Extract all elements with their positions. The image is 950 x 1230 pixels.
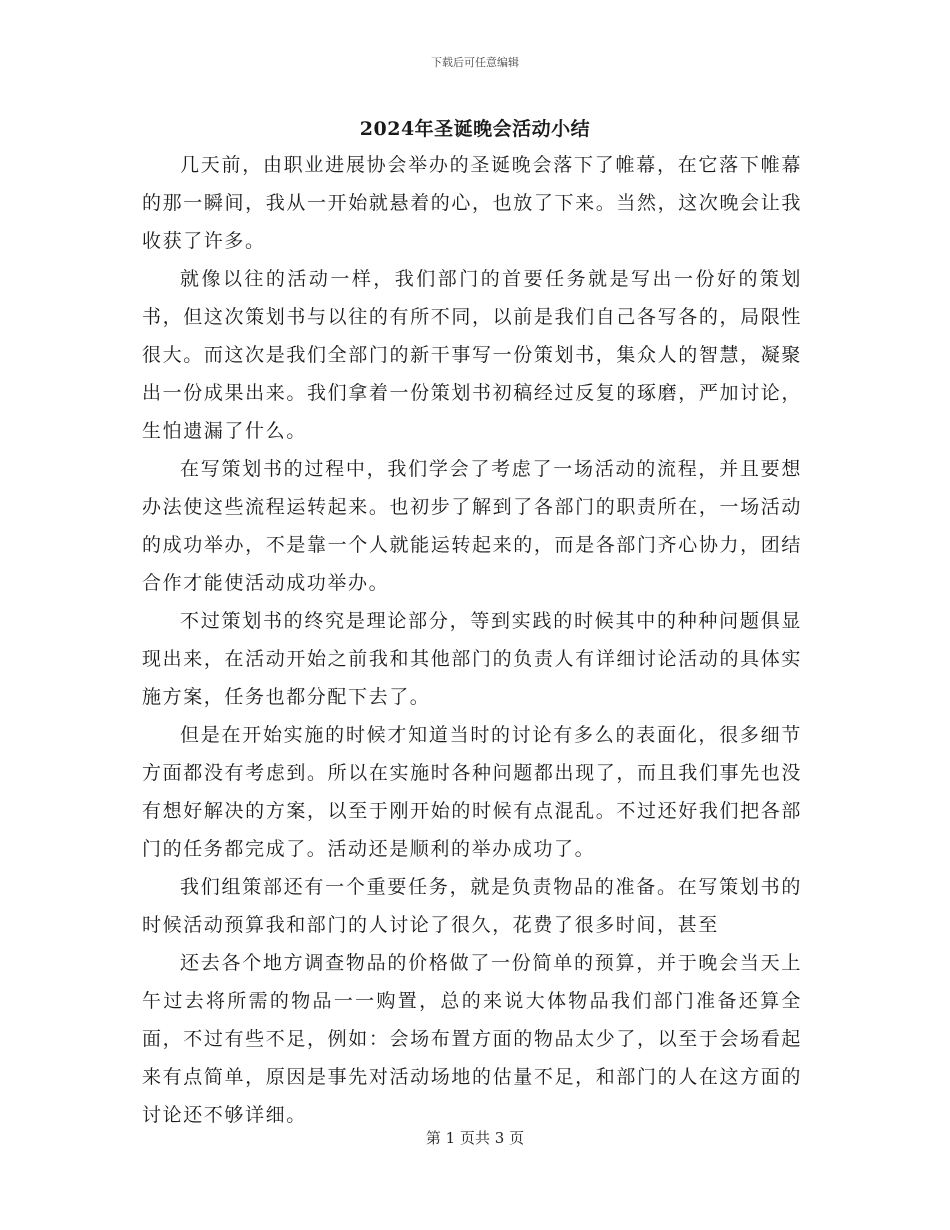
paragraph: 不过策划书的终究是理论部分，等到实践的时候其中的种种问题俱显现出来，在活动开始之前我和其他部门的负责人有详细讨论活动的具体实施方案，任务也都分配下去了。 — [142, 610, 802, 708]
page-header-note: 下载后可任意编辑 — [431, 56, 519, 69]
paragraph: 就像以往的活动一样，我们部门的首要任务就是写出一份好的策划书，但这次策划书与以往的有所不同，以前是我们自己各写各的，局限性很大。而这次是我们全部门的新干事写一份策划书，集众人的智慧，凝聚出一份成果出来。我们拿着一份策划书初稿经过反复的琢磨，严加讨论，生怕遗漏了什么。 — [142, 268, 802, 442]
paragraph: 在写策划书的过程中，我们学会了考虑了一场活动的流程，并且要想办法使这些流程运转起来。也初步了解到了各部门的职责所在，一场活动的成功举办，不是靠一个人就能运转起来的，而是各部门齐心协力，团结合作才能使活动成功举办。 — [142, 458, 802, 594]
paragraph: 但是在开始实施的时候才知道当时的讨论有多么的表面化，很多细节方面都没有考虑到。所以在实施时各种问题都出现了，而且我们事先也没有想好解决的方案，以至于刚开始的时候有点混乱。不过还好我们把各部门的任务都完成了。活动还是顺利的举办成功了。 — [142, 724, 802, 860]
paragraph: 我们组策部还有一个重要任务，就是负责物品的准备。在写策划书的时候活动预算我和部门的人讨论了很久，花费了很多时间，甚至 — [142, 876, 802, 936]
paragraph: 几天前，由职业进展协会举办的圣诞晚会落下了帷幕，在它落下帷幕的那一瞬间，我从一开始就悬着的心，也放了下来。当然，这次晚会让我收获了许多。 — [142, 154, 802, 252]
document-body — [142, 146, 802, 1134]
page-number: 第 1 页共 3 页 — [425, 1129, 525, 1147]
document-title: 2024年圣诞晚会活动小结 — [359, 118, 591, 140]
paragraph: 还去各个地方调查物品的价格做了一份简单的预算，并于晚会当天上午过去将所需的物品一一购置，总的来说大体物品我们部门准备还算全面，不过有些不足，例如：会场布置方面的物品太少了，以至于会场看起来有点简单，原因是事先对活动场地的估量不足，和部门的人在这方面的讨论还不够详细。 — [142, 952, 802, 1126]
